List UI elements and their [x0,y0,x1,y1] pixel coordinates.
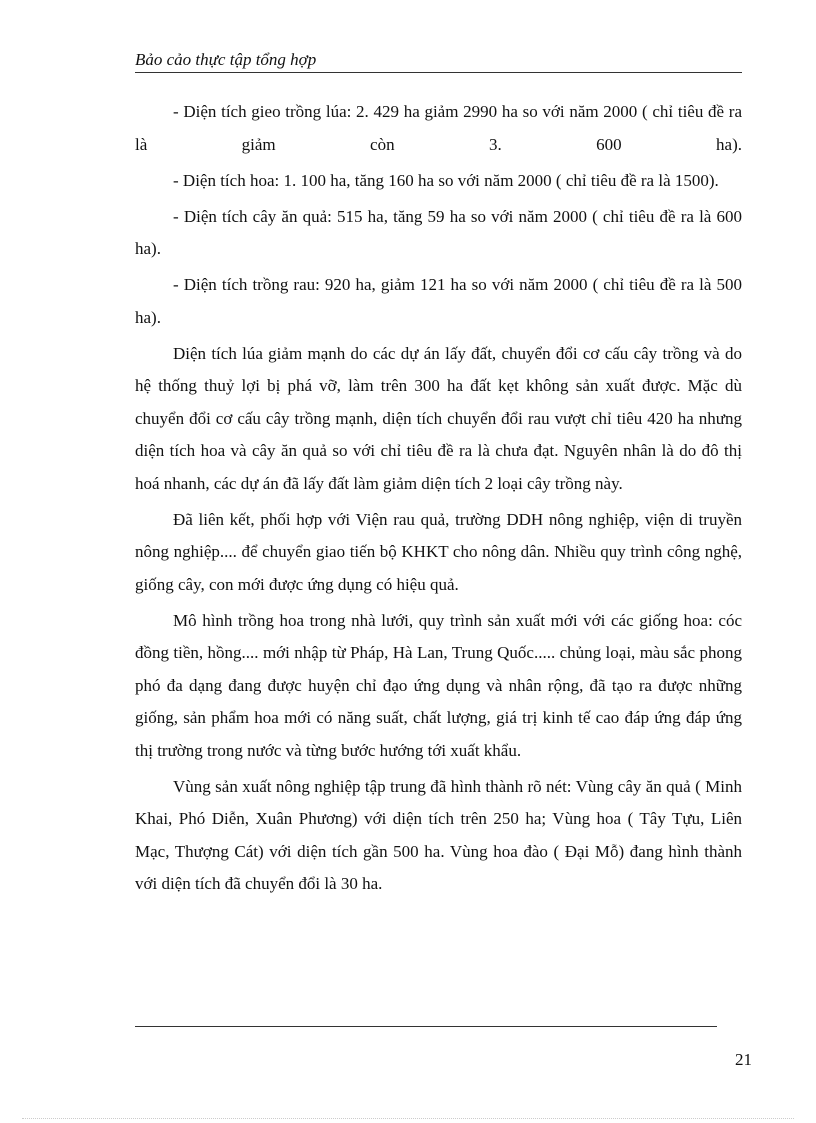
document-body [135,96,742,904]
paragraph-vegetable-area: - Diện tích trồng rau: 920 ha, giảm 121 ha so với năm 2000 ( chỉ tiêu đề ra là 500 ha). [135,275,742,327]
paragraph-fruit-area: - Diện tích cây ăn quả: 515 ha, tăng 59 ha so với năm 2000 ( chỉ tiêu đề ra là 600 ha). [135,206,742,258]
page-header [135,50,742,73]
paragraph-rice-decline: Diện tích lúa giảm mạnh do các dự án lấy đất, chuyển đổi cơ cấu cây trồng và do hệ thống thuỷ lợi bị phá vỡ, làm trên 300 ha đất kẹt không sản xuất được. Mặc dù chuyển đổi cơ cấu cây trồng mạnh, diện tích chuyển đổi rau vượt chỉ tiêu 420 ha nhưng diện tích hoa và cây ăn quả so với chỉ tiêu đề ra là chưa đạt. Nguyên nhân là do đô thị hoá nhanh, các dự án đã lấy đất làm giảm diện tích 2 loại cây trồng này. [135,343,742,493]
paragraph-rice-area: - Diện tích gieo trồng lúa: 2. 429 ha giảm 2990 ha so với năm 2000 ( chỉ tiêu đề ra là giảm còn 3. 600 ha). [135,102,742,154]
page-bottom-border [22,1118,794,1119]
paragraph-flower-area: - Diện tích hoa: 1. 100 ha, tăng 160 ha so với năm 2000 ( chỉ tiêu đề ra là 1500). [173,170,719,190]
page-number: 21 [735,1050,752,1069]
footer-divider [135,1026,717,1027]
paragraph-production-zones: Vùng sản xuất nông nghiệp tập trung đã hình thành rõ nét: Vùng cây ăn quả ( Minh Khai, Phó Diễn, Xuân Phương) với diện tích trên 250 ha; Vùng hoa ( Tây Tựu, Liên Mạc, Thượng Cát) với diện tích gần 500 ha. Vùng hoa đào ( Đại Mỗ) đang hình thành với diện tích đã chuyển đổi là 30 ha. [135,776,742,893]
header-title: Bảo cảo thực tập tổng hợp [135,50,317,69]
paragraph-cooperation: Đã liên kết, phối hợp với Viện rau quả, trường DDH nông nghiệp, viện di truyền nông nghiệp.... để chuyển giao tiến bộ KHKT cho nông dân. Nhiều quy trình công nghệ, giống cây, con mới được ứng dụng có hiệu quả. [135,509,742,594]
paragraph-flower-model: Mô hình trồng hoa trong nhà lưới, quy trình sản xuất mới với các giống hoa: cóc đồng tiền, hồng.... mới nhập từ Pháp, Hà Lan, Trung Quốc..... chủng loại, màu sắc phong phó đa dạng đang được huyện chỉ đạo ứng dụng và nhân rộng, đã tạo ra được những giống, sản phẩm hoa mới có năng suất, chất lượng, giá trị kinh tế cao đáp ứng đáp ứng thị trường trong nước và từng bước hướng tới xuất khẩu. [135,610,742,760]
